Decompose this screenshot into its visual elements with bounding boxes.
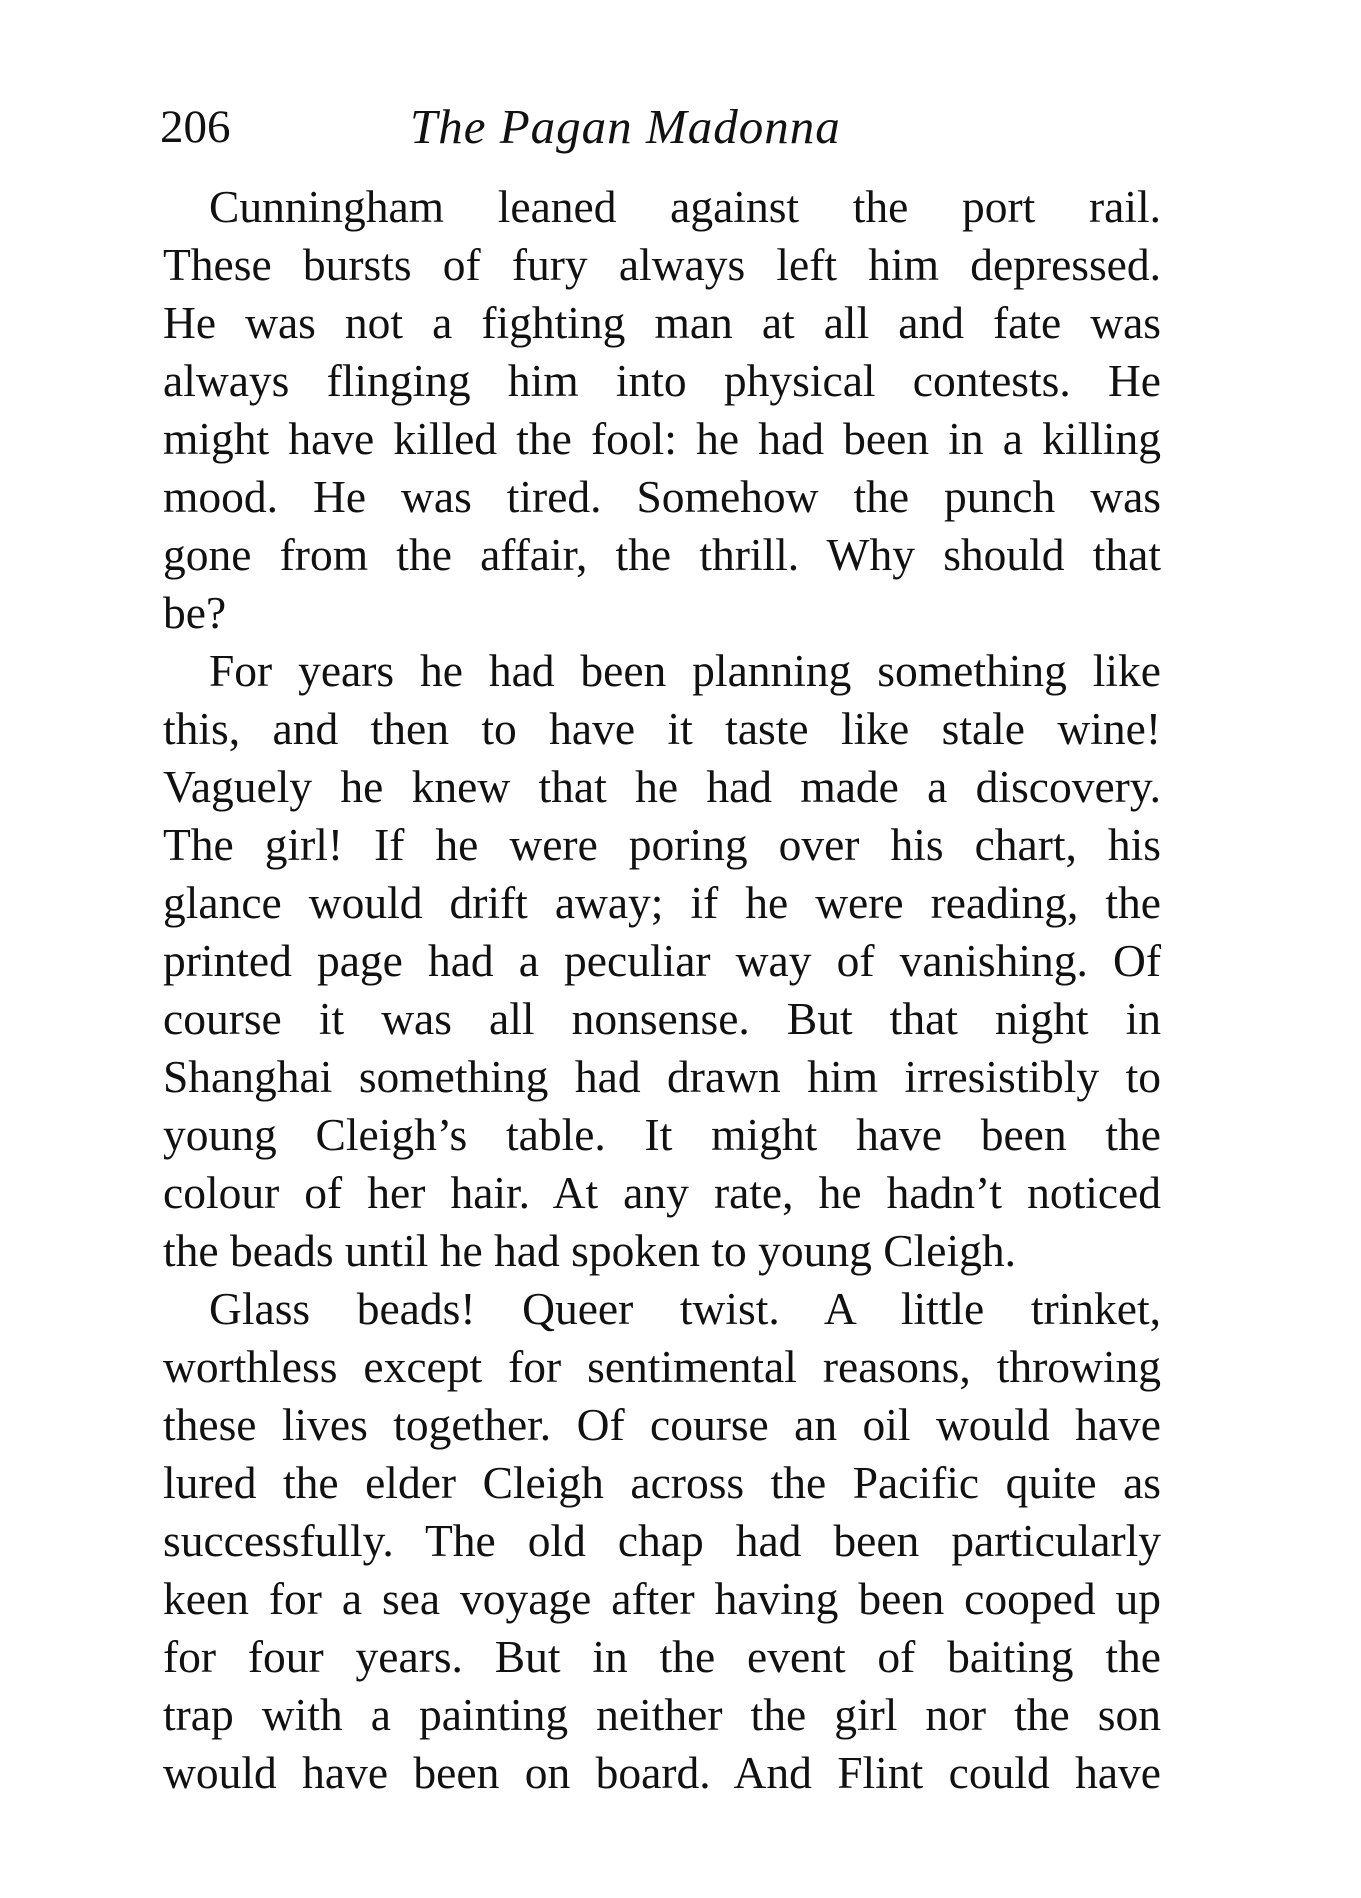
text-line: this, and then to have it taste like stale wine! <box>163 703 1161 754</box>
text-line: the beads until he had spoken to young Cleigh. <box>163 1225 1016 1276</box>
text-line: these lives together. Of course an oil would have <box>163 1399 1161 1450</box>
text-line: be? <box>163 587 227 638</box>
text-line: He was not a fighting man at all and fate was <box>163 297 1161 348</box>
text-line: trap with a painting neither the girl nor the son <box>163 1689 1161 1740</box>
text-line: Glass beads! Queer twist. A little trinket, <box>209 1283 1161 1334</box>
text-line: successfully. The old chap had been particularly <box>163 1515 1161 1566</box>
text-line: Shanghai something had drawn him irresistibly to <box>163 1051 1161 1102</box>
text-line: young Cleigh’s table. It might have been the <box>163 1109 1161 1160</box>
text-line: would have been on board. And Flint could have <box>163 1747 1161 1798</box>
running-title: The Pagan Madonna <box>410 99 841 154</box>
text-line: Cunningham leaned against the port rail. <box>209 181 1161 232</box>
text-line: colour of her hair. At any rate, he hadn’t noticed <box>163 1167 1161 1218</box>
text-line: mood. He was tired. Somehow the punch was <box>163 471 1161 522</box>
text-line: course it was all nonsense. But that night in <box>163 993 1161 1044</box>
text-line: for four years. But in the event of baiting the <box>163 1631 1161 1682</box>
text-line: lured the elder Cleigh across the Pacific quite as <box>163 1457 1161 1508</box>
text-line: might have killed the fool: he had been in a killing <box>163 413 1161 464</box>
text-line: The girl! If he were poring over his chart, his <box>163 819 1161 870</box>
text-line: Vaguely he knew that he had made a discovery. <box>163 761 1161 812</box>
page-header <box>160 92 1170 162</box>
page-number: 206 <box>160 101 231 153</box>
body-text <box>163 178 1161 1802</box>
text-line: These bursts of fury always left him depressed. <box>163 239 1161 290</box>
text-line: glance would drift away; if he were reading, the <box>163 877 1161 928</box>
text-line: always flinging him into physical contests. He <box>163 355 1161 406</box>
text-line: printed page had a peculiar way of vanishing. Of <box>163 935 1161 986</box>
text-line: worthless except for sentimental reasons, throwing <box>163 1341 1161 1392</box>
text-line: For years he had been planning something like <box>209 645 1161 696</box>
text-line: keen for a sea voyage after having been cooped up <box>163 1573 1161 1624</box>
text-line: gone from the affair, the thrill. Why should that <box>163 529 1161 580</box>
